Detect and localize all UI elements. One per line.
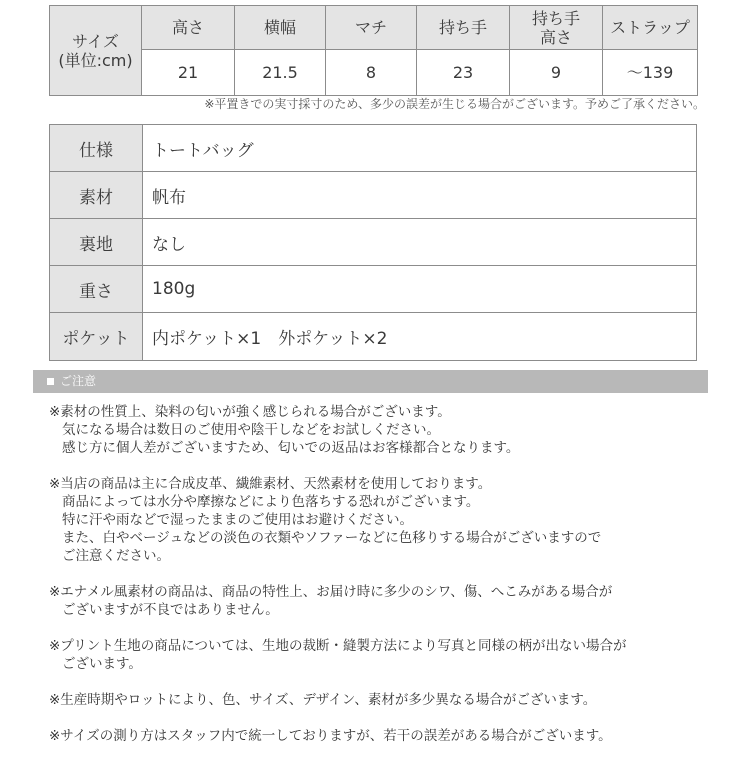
- notice-header: [33, 370, 708, 393]
- notice-item: [49, 403, 729, 457]
- size-col-height: [142, 6, 235, 50]
- size-col-label: 横幅: [263, 18, 296, 37]
- spec-label: 素材: [50, 172, 143, 219]
- spec-value: 内ポケット×1 外ポケット×2: [143, 313, 697, 361]
- spec-value: なし: [143, 219, 697, 266]
- notice-line: ※当店の商品は主に合成皮革、繊維素材、天然素材を使用しております。: [49, 476, 492, 492]
- notice-line: ございますが不良ではありません。: [62, 602, 279, 618]
- size-table: [49, 5, 698, 96]
- size-value-strap: ～139: [603, 50, 698, 96]
- size-row-header-unit: (単位:cm): [58, 50, 133, 70]
- spec-value: 帆布: [143, 172, 697, 219]
- size-value-handle: 23: [417, 50, 510, 96]
- notice-line: ※エナメル風素材の商品は、商品の特性上、お届け時に多少のシワ、傷、へこみがある場合が: [49, 584, 613, 600]
- notice-line: 特に汗や雨などで湿ったままのご使用はお避けください。: [62, 512, 413, 528]
- size-value-handle-drop: 9: [510, 50, 603, 96]
- notice-item: [49, 727, 729, 745]
- notice-item: [49, 475, 729, 565]
- spec-row: [50, 125, 697, 172]
- notice-line: ご注意ください。: [62, 548, 170, 564]
- spec-value: トートバッグ: [143, 125, 697, 172]
- size-col-label: ストラップ: [610, 18, 690, 37]
- spec-table: [49, 124, 697, 361]
- notice-line: ※生産時期やロットにより、色、サイズ、デザイン、素材が多少異なる場合がございます。: [49, 692, 597, 708]
- spec-value: 180g: [143, 266, 697, 313]
- notice-line: また、白やベージュなどの淡色の衣類やソファーなどに色移りする場合がございますので: [62, 530, 602, 546]
- size-col-handle: [417, 6, 510, 50]
- size-col-gusset: [326, 6, 417, 50]
- spec-label: ポケット: [50, 313, 143, 361]
- size-value-width: 21.5: [235, 50, 326, 96]
- notice-line: ございます。: [62, 656, 142, 672]
- size-value-gusset: 8: [326, 50, 417, 96]
- spec-label: 仕様: [50, 125, 143, 172]
- spec-label: 裏地: [50, 219, 143, 266]
- size-col-width: [235, 6, 326, 50]
- spec-row: [50, 266, 697, 313]
- size-row-header: [50, 6, 142, 96]
- size-row-header-line: サイズ: [72, 31, 119, 51]
- size-note: ※平置きでの実寸採寸のため、多少の誤差が生じる場合がございます。予めご了承ください。: [204, 97, 705, 111]
- size-col-strap: [603, 6, 698, 50]
- size-col-label: 持ち手: [531, 8, 580, 28]
- spec-label: 重さ: [50, 266, 143, 313]
- spec-row: [50, 313, 697, 361]
- notice-line: ※素材の性質上、染料の匂いが強く感じられる場合がございます。: [49, 404, 451, 420]
- size-col-label: 高さ: [539, 27, 572, 47]
- size-col-label: マチ: [354, 18, 387, 37]
- notice-list: [49, 403, 729, 763]
- size-value-height: 21: [142, 50, 235, 96]
- notice-item: [49, 583, 729, 619]
- notice-line: 商品によっては水分や摩擦などにより色落ちする恐れがございます。: [62, 494, 480, 510]
- size-col-label: 高さ: [171, 18, 204, 37]
- size-col-handle-drop: [510, 6, 603, 50]
- notice-line: ※プリント生地の商品については、生地の裁断・縫製方法により写真と同様の柄が出ない場合が: [49, 638, 627, 654]
- size-col-label: 持ち手: [438, 18, 487, 37]
- spec-row: [50, 172, 697, 219]
- notice-title: ご注意: [60, 374, 97, 388]
- notice-line: ※サイズの測り方はスタッフ内で統一しておりますが、若干の誤差がある場合がございます。: [49, 728, 612, 744]
- notice-line: 気になる場合は数日のご使用や陰干しなどをお試しください。: [62, 422, 440, 438]
- notice-item: [49, 691, 729, 709]
- spec-row: [50, 219, 697, 266]
- notice-line: 感じ方に個人差がございますため、匂いでの返品はお客様都合となります。: [62, 440, 520, 456]
- square-bullet-icon: [47, 378, 54, 385]
- notice-item: [49, 637, 729, 673]
